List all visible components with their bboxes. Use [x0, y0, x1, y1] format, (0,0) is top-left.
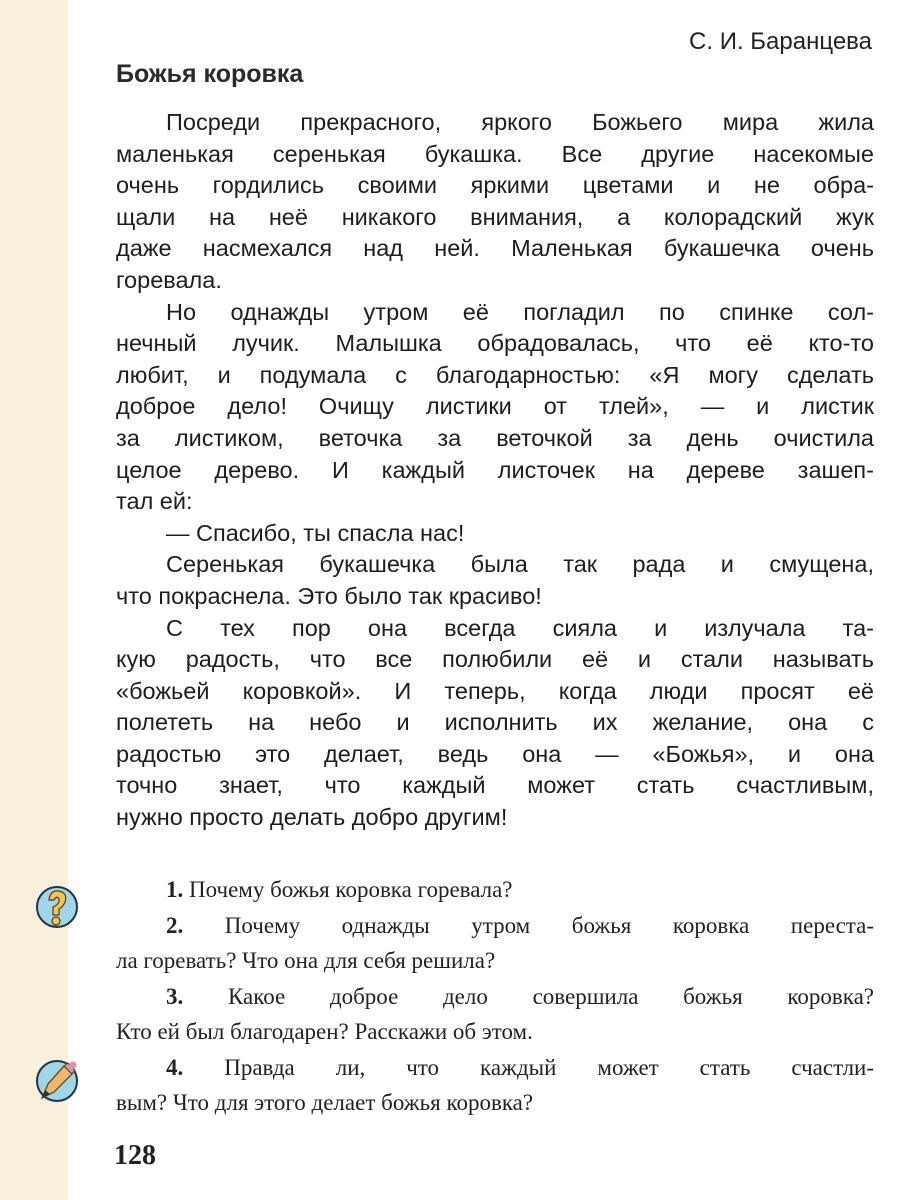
story-line: даже насмехался над ней. Маленькая букашечка очень [116, 235, 874, 262]
story-line: тал ей: [116, 488, 193, 515]
question-text: Кто ей был благодарен? Расскажи об этом. [116, 1019, 533, 1044]
story-line: за листиком, веточка за веточкой за день очистила [116, 424, 874, 451]
story-line: горевала. [116, 266, 222, 293]
page-number: 128 [114, 1140, 156, 1171]
story-line: полететь на небо и исполнить их желание, она с [116, 709, 874, 736]
story-line: Но однажды утром её погладил по спинке сол- [166, 298, 874, 325]
page-margin-strip [0, 0, 68, 1200]
pencil-icon [34, 1058, 80, 1104]
story-line: нечный лучик. Малышка обрадовалась, что её кто-то [116, 330, 874, 357]
author: С. И. Баранцева [689, 28, 872, 55]
question-text: вым? Что для этого делает божья коровка? [116, 1090, 534, 1115]
story-line: Посреди прекрасного, яркого Божьего мира жила [166, 109, 874, 135]
story-line: щали на неё никакого внимания, а колорадский жук [116, 203, 874, 230]
question-number: 1. [166, 877, 184, 902]
story-line: Серенькая букашечка была так рада и смущена, [166, 551, 874, 578]
story-line: любит, и подумала с благодарностью: «Я могу сделать [116, 361, 874, 388]
question-number: 3. [166, 983, 184, 1009]
story-line: целое дерево. И каждый листочек на дереве зашеп- [116, 456, 874, 483]
question-line [116, 943, 874, 979]
question-line [116, 1050, 874, 1086]
story-line: нужно просто делать добро другим! [116, 804, 508, 831]
story-line: доброе дело! Очищу листики от тлей», — и листик [116, 393, 874, 420]
story-title: Божья коровка [116, 60, 304, 88]
question-line [116, 908, 874, 944]
question-text: Почему божья коровка горевала? [189, 877, 513, 902]
story-line: радостью это делает, ведь она — «Божья», и она [116, 740, 874, 767]
story-text [116, 107, 874, 834]
question-mark-icon [34, 884, 80, 930]
question-line [116, 872, 874, 908]
question-text: Почему однажды утром божья коровка переста- [224, 912, 874, 938]
story-line: точно знает, что каждый может стать счастливым, [116, 772, 874, 799]
story-line: очень гордились своими яркими цветами и не обра- [116, 172, 874, 199]
question-line [116, 979, 874, 1015]
question-line [116, 1014, 874, 1050]
questions-list [116, 872, 874, 1121]
story-line: маленькая серенькая букашка. Все другие насекомые [116, 140, 874, 167]
question-text: ла горевать? Что она для себя решила? [116, 948, 496, 973]
question-line [116, 1085, 874, 1121]
story-line: что покраснела. Это было так красиво! [116, 582, 542, 609]
question-number: 4. [166, 1054, 184, 1080]
story-line: «божьей коровкой». И теперь, когда люди просят её [116, 677, 874, 704]
question-text: Какое доброе дело совершила божья коровка? [227, 983, 874, 1009]
story-line: кую радость, что все полюбили её и стали называть [116, 646, 874, 673]
question-text: Правда ли, что каждый может стать счастли- [224, 1054, 874, 1080]
story-line: — Спасибо, ты спасла нас! [166, 519, 465, 546]
story-line: С тех пор она всегда сияла и излучала та- [166, 614, 874, 641]
question-number: 2. [166, 912, 184, 938]
